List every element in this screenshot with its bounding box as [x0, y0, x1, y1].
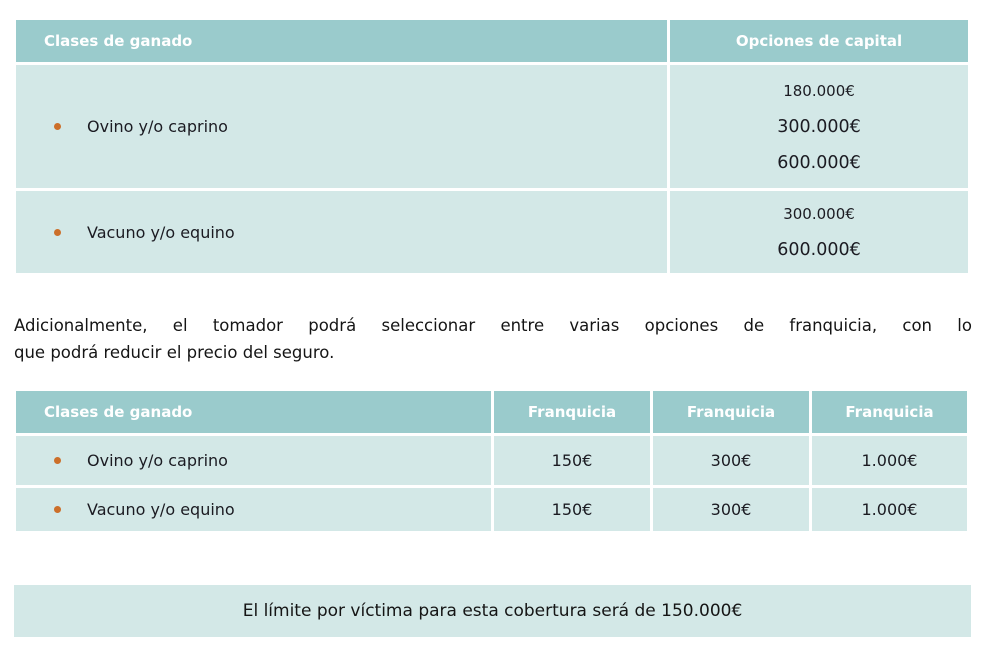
franquicia-table-header-1: [494, 391, 650, 433]
capital-option: 600.000€: [777, 152, 861, 173]
livestock-class-label: Vacuno y/o equino: [87, 222, 235, 242]
franquicia-row-ovino-label-cell: [16, 436, 491, 485]
capital-option: 180.000€: [783, 81, 855, 100]
capital-table-header-clases: [16, 20, 667, 62]
table-row-ovino-options-cell: [670, 65, 968, 188]
capital-table: [16, 20, 968, 273]
livestock-class-label: Ovino y/o caprino: [87, 451, 228, 470]
franquicia-table-header-2: [653, 391, 809, 433]
franquicia-value-cell: 150€: [494, 488, 650, 531]
franquicia-value-cell: 1.000€: [812, 436, 967, 485]
bullet-icon: [54, 229, 61, 236]
livestock-class-label: Vacuno y/o equino: [87, 500, 235, 519]
header-label: Clases de ganado: [44, 403, 193, 421]
franquicia-table-header-clases: [16, 391, 491, 433]
header-label: Opciones de capital: [735, 32, 903, 50]
capital-option: 600.000€: [777, 240, 861, 260]
table-row-vacuno-label-cell: [16, 191, 667, 273]
franquicia-value-cell: 300€: [653, 488, 809, 531]
franquicia-value-cell: 1.000€: [812, 488, 967, 531]
header-label: Clases de ganado: [44, 32, 193, 50]
franquicia-table-header-3: [812, 391, 967, 433]
header-label: Franquicia: [845, 403, 934, 421]
limit-banner: [14, 585, 971, 637]
header-label: Franquicia: [686, 403, 776, 421]
table-row-ovino-label-cell: [16, 65, 667, 188]
bullet-icon: [54, 457, 61, 464]
limit-banner-text: El límite por víctima para esta cobertura será de 150.000€: [242, 601, 743, 621]
intro-paragraph: [14, 312, 972, 366]
franquicia-value-cell: 150€: [494, 436, 650, 485]
livestock-class-label: Ovino y/o caprino: [87, 117, 228, 136]
header-label: Franquicia: [527, 403, 617, 421]
bullet-icon: [54, 506, 61, 513]
franquicia-row-vacuno-label-cell: [16, 488, 491, 531]
paragraph-line: que podrá reducir el precio del seguro.: [14, 343, 335, 362]
capital-table-header-opciones: [670, 20, 968, 62]
paragraph-line: Adicionalmente, el tomador podrá seleccionar entre varias opciones de franquicia, con lo: [14, 316, 972, 335]
bullet-icon: [54, 123, 61, 130]
capital-option: 300.000€: [783, 205, 855, 223]
franquicia-table: [16, 391, 968, 531]
franquicia-value-cell: 300€: [653, 436, 809, 485]
table-row-vacuno-options-cell: [670, 191, 968, 273]
capital-option: 300.000€: [777, 116, 861, 137]
